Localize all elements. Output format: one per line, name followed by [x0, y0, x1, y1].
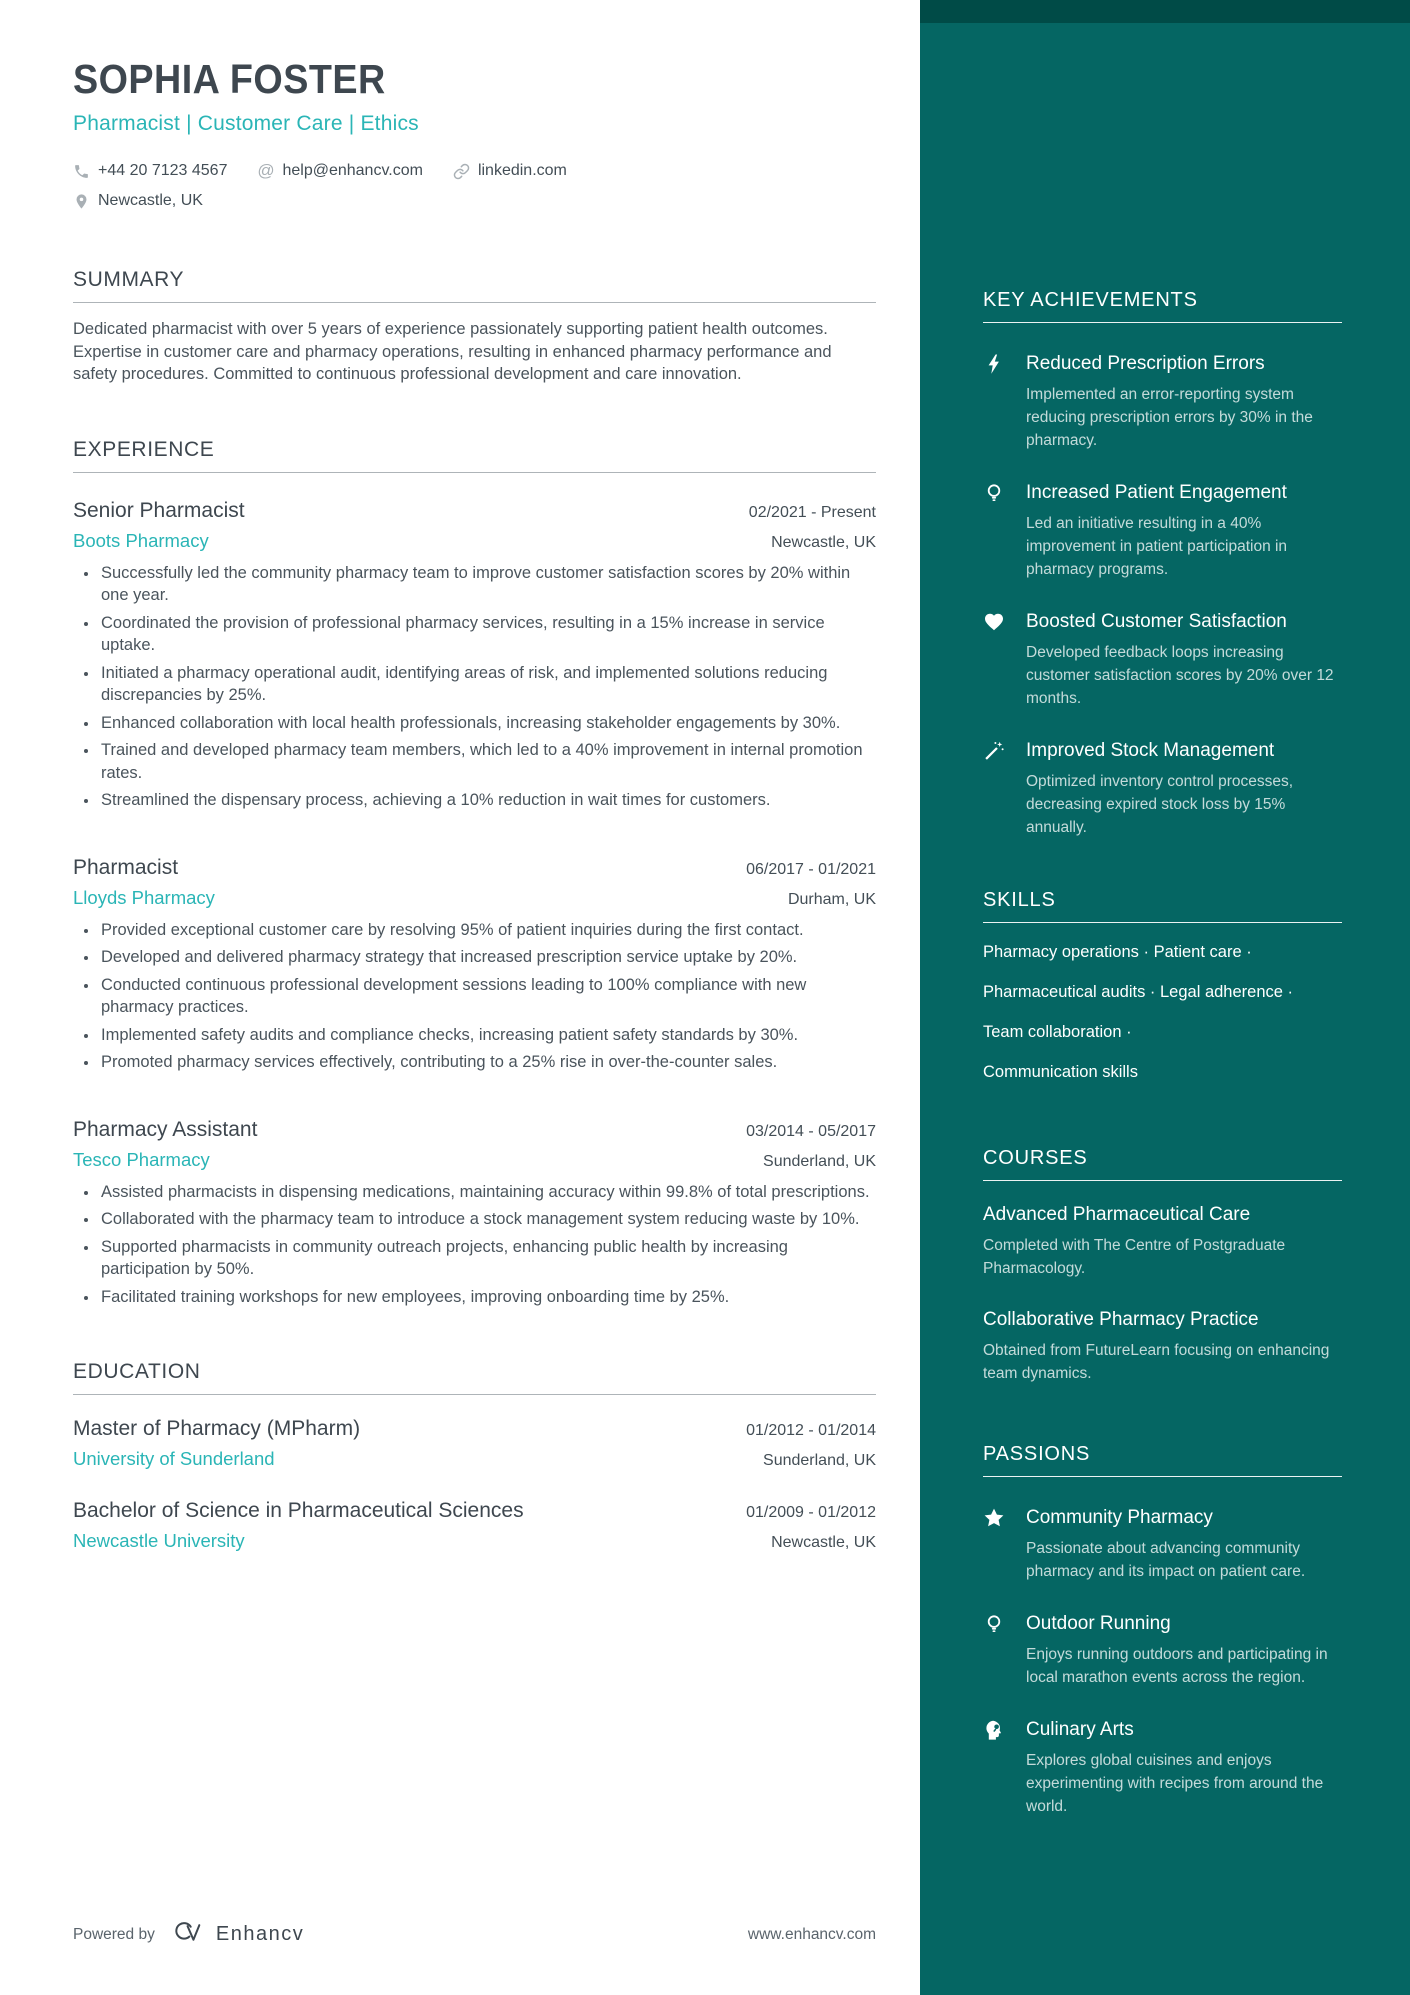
job-dates: 02/2021 - Present — [748, 503, 876, 521]
job-title: Pharmacist — [73, 855, 179, 879]
achievements-divider — [983, 322, 1342, 323]
wand-icon — [983, 740, 1005, 762]
passions-divider — [983, 1476, 1342, 1477]
email-contact[interactable] — [257, 156, 422, 186]
location-pin-icon — [73, 193, 90, 210]
job-bullet: • Enhanced collaboration with local health professionals, increasing stakeholder engagements by 30%. — [99, 712, 876, 735]
summary-divider — [73, 302, 876, 303]
phone-contact — [73, 156, 227, 186]
achievement-title: Improved Stock Management — [1026, 740, 1275, 761]
linkedin-contact[interactable] — [453, 156, 567, 186]
link-icon — [453, 163, 470, 180]
degree-location: Sunderland, UK — [763, 1452, 876, 1469]
experience-heading: EXPERIENCE — [73, 437, 215, 461]
passion-item — [983, 1716, 1342, 1818]
degree-title: Master of Pharmacy (MPharm) — [73, 1417, 361, 1440]
passion-title: Outdoor Running — [1026, 1613, 1171, 1634]
site-url[interactable]: www.enhancv.com — [747, 1925, 876, 1943]
job-company: Lloyds Pharmacy — [73, 886, 215, 908]
job-bullet: • Promoted pharmacy services effectively, contributing to a 25% rise in over-the-counter sales. — [99, 1051, 876, 1074]
job-dates: 03/2014 - 05/2017 — [746, 1122, 876, 1140]
footer — [73, 1920, 876, 1949]
skill-line: Communication skills — [983, 1063, 1138, 1081]
course-entry — [983, 1307, 1342, 1385]
job-location: Newcastle, UK — [771, 533, 876, 551]
job-bullet: • Collaborated with the pharmacy team to introduce a stock management system reducing waste by 10%. — [99, 1208, 876, 1231]
contact-info — [73, 156, 876, 216]
summary-heading: SUMMARY — [73, 268, 185, 291]
achievement-item — [983, 350, 1342, 452]
achievement-text: Optimized inventory control processes, decreasing expired stock loss by 15% annually. — [1026, 773, 1294, 836]
header — [73, 56, 876, 216]
passion-title: Culinary Arts — [1026, 1719, 1134, 1740]
course-text: Completed with The Centre of Postgraduate Pharmacology. — [983, 1237, 1286, 1277]
passion-text: Enjoys running outdoors and participating in local marathon events across the region. — [1026, 1646, 1328, 1686]
course-title: Advanced Pharmaceutical Care — [983, 1204, 1251, 1225]
job-bullet: • Developed and delivered pharmacy strategy that increased prescription service uptake by 20%. — [99, 946, 876, 969]
courses-divider — [983, 1180, 1342, 1181]
achievement-text: Developed feedback loops increasing customer satisfaction scores by 20% over 12 months. — [1026, 644, 1334, 707]
lightning-icon — [983, 353, 1005, 375]
skill-line: Team collaboration · — [983, 1023, 1132, 1041]
passion-text: Explores global cuisines and enjoys experimenting with recipes from around the world. — [1026, 1752, 1324, 1815]
phone-icon — [73, 163, 90, 180]
degree-dates: 01/2012 - 01/2014 — [746, 1422, 876, 1439]
achievement-item — [983, 479, 1342, 581]
job-company: Boots Pharmacy — [73, 529, 209, 551]
achievement-title: Reduced Prescription Errors — [1026, 353, 1265, 374]
achievements-heading: KEY ACHIEVEMENTS — [983, 289, 1198, 311]
achievement-item — [983, 737, 1342, 839]
job-entry — [73, 1116, 876, 1309]
achievement-item — [983, 608, 1342, 710]
degree-school: University of Sunderland — [73, 1448, 275, 1469]
job-bullet: • Coordinated the provision of professional pharmacy services, resulting in a 15% increase in service uptake. — [99, 612, 876, 657]
location-text: Newcastle, UK — [98, 192, 203, 209]
email-address[interactable]: help@enhancv.com — [282, 162, 423, 179]
education-section — [73, 1358, 876, 1553]
phone-number: +44 20 7123 4567 — [98, 162, 228, 179]
job-location: Sunderland, UK — [763, 1152, 876, 1170]
degree-entry — [73, 1415, 876, 1471]
sidebar — [920, 0, 1410, 1995]
achievements-section — [983, 287, 1342, 839]
experience-divider — [73, 472, 876, 473]
job-bullets — [73, 562, 876, 812]
experience-section — [73, 436, 876, 1309]
job-bullet: • Conducted continuous professional development sessions leading to 100% compliance with new pharmacy practices. — [99, 974, 876, 1019]
skills-divider — [983, 922, 1342, 923]
courses-section — [983, 1145, 1342, 1385]
job-bullet: • Successfully led the community pharmacy team to improve customer satisfaction scores by 20% within one year. — [99, 562, 876, 607]
star-icon — [983, 1507, 1005, 1529]
skill-line: Pharmacy operations · Patient care · — [983, 943, 1252, 961]
enhancv-logo-icon — [169, 1920, 207, 1949]
passion-text: Passionate about advancing community pharmacy and its impact on patient care. — [1026, 1540, 1306, 1580]
education-heading: EDUCATION — [73, 1360, 201, 1383]
powered-by — [73, 1920, 304, 1949]
job-bullet: • Implemented safety audits and compliance checks, increasing patient safety standards by 30%. — [99, 1024, 876, 1047]
course-title: Collaborative Pharmacy Practice — [983, 1309, 1259, 1330]
job-bullet: • Supported pharmacists in community outreach projects, enhancing public health by increasing participation by 50%. — [99, 1236, 876, 1281]
job-dates: 06/2017 - 01/2021 — [746, 860, 876, 878]
degree-location: Newcastle, UK — [771, 1534, 876, 1551]
job-title: Senior Pharmacist — [73, 498, 245, 522]
job-bullet: • Initiated a pharmacy operational audit, identifying areas of risk, and implemented solutions reducing discrepancies by 25%. — [99, 662, 876, 707]
skills-heading: SKILLS — [983, 889, 1056, 911]
job-company: Tesco Pharmacy — [73, 1148, 210, 1170]
job-bullet: • Streamlined the dispensary process, achieving a 10% reduction in wait times for customers. — [99, 789, 876, 812]
degree-dates: 01/2009 - 01/2012 — [746, 1504, 876, 1521]
degree-title: Bachelor of Science in Pharmaceutical Sciences — [73, 1499, 524, 1522]
passion-item — [983, 1504, 1342, 1583]
job-location: Durham, UK — [787, 890, 876, 908]
job-bullet: • Assisted pharmacists in dispensing medications, maintaining accuracy within 99.8% of total prescriptions. — [99, 1181, 876, 1204]
job-bullet: • Provided exceptional customer care by resolving 95% of patient inquiries during the first contact. — [99, 919, 876, 942]
passion-title: Community Pharmacy — [1026, 1507, 1213, 1528]
achievement-title: Boosted Customer Satisfaction — [1026, 611, 1287, 632]
location-contact — [73, 186, 203, 216]
enhancv-wordmark: Enhancv — [215, 1923, 305, 1945]
achievement-text: Implemented an error-reporting system reducing prescription errors by 30% in the pharmacy. — [1026, 386, 1313, 449]
lightbulb-icon — [983, 1613, 1005, 1635]
powered-by-label: Powered by — [73, 1925, 155, 1943]
summary-text: Dedicated pharmacist with over 5 years of experience passionately supporting patient health outcomes. Expertise in customer care and pharmacy operations, resulting in enhanced pharmacy performance and safety procedures. Committed to continuous professional development and care innovation. — [73, 320, 832, 383]
degree-entry — [73, 1497, 876, 1553]
education-divider — [73, 1394, 876, 1395]
passion-item — [983, 1610, 1342, 1689]
lightbulb-icon — [983, 482, 1005, 504]
job-bullet: • Trained and developed pharmacy team members, which led to a 40% improvement in internal promotion rates. — [99, 739, 876, 784]
enhancv-brand[interactable] — [169, 1920, 304, 1949]
course-text: Obtained from FutureLearn focusing on enhancing team dynamics. — [983, 1342, 1330, 1382]
job-bullets — [73, 1181, 876, 1309]
heart-icon — [983, 611, 1005, 633]
job-entry — [73, 497, 876, 812]
candidate-title: Pharmacist | Customer Care | Ethics — [73, 112, 419, 135]
passions-section — [983, 1441, 1342, 1818]
sidebar-top-strip — [920, 0, 1410, 23]
courses-heading: COURSES — [983, 1147, 1088, 1169]
linkedin-url[interactable]: linkedin.com — [477, 162, 567, 179]
job-bullets — [73, 919, 876, 1074]
course-entry — [983, 1202, 1342, 1280]
contact-row-2 — [73, 186, 876, 216]
achievement-text: Led an initiative resulting in a 40% improvement in patient participation in pharmacy programs. — [1026, 515, 1288, 578]
degree-school: Newcastle University — [73, 1530, 245, 1551]
job-bullet: • Facilitated training workshops for new employees, improving onboarding time by 25%. — [99, 1286, 876, 1309]
at-icon: @ — [257, 161, 275, 180]
skills-section — [983, 887, 1342, 1083]
candidate-name: SOPHIA FOSTER — [73, 56, 386, 102]
contact-row-1 — [73, 156, 876, 186]
head-icon — [983, 1719, 1005, 1741]
passions-heading: PASSIONS — [983, 1443, 1091, 1465]
job-title: Pharmacy Assistant — [73, 1117, 258, 1141]
summary-section — [73, 266, 876, 386]
skill-line: Pharmaceutical audits · Legal adherence · — [983, 983, 1294, 1001]
achievement-title: Increased Patient Engagement — [1026, 482, 1287, 503]
job-entry — [73, 854, 876, 1074]
